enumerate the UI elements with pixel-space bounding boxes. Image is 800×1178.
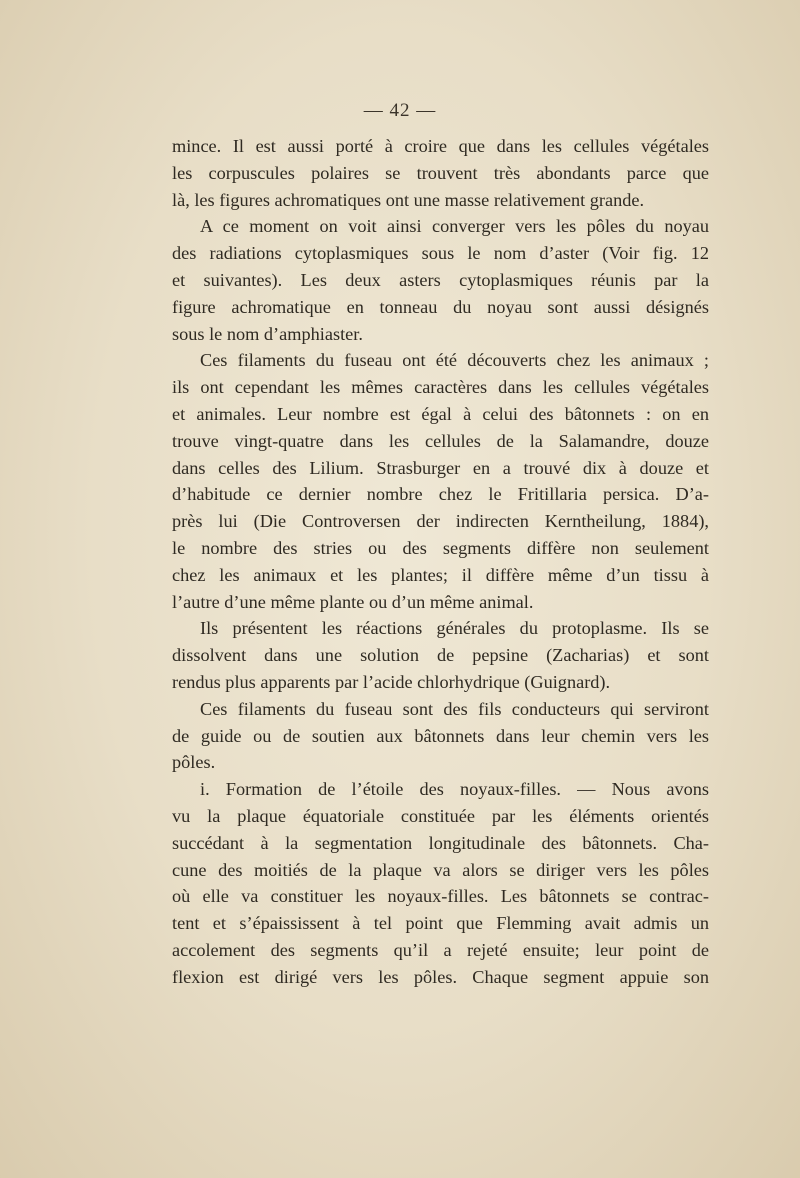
text-line: sous le nom d’amphiaster. (172, 323, 363, 344)
text-line: rendus plus apparents par l’acide chlorhydrique (Guignard). (172, 671, 611, 692)
text-line: succédant à la segmentation longitudinale des bâtonnets. Cha- (172, 832, 709, 853)
text-line: vu la plaque équatoriale constituée par les éléments orientés (172, 805, 709, 826)
text-line: flexion est dirigé vers les pôles. Chaque segment appuie son (172, 966, 709, 987)
text-line: figure achromatique en tonneau du noyau sont aussi désignés (172, 296, 709, 317)
text-line: de guide ou de soutien aux bâtonnets dans leur chemin vers les (172, 725, 709, 746)
text-line: là, les figures achromatiques ont une masse relativement grande. (172, 189, 645, 210)
text-line: Ces filaments du fuseau sont des fils conducteurs qui serviront (200, 698, 709, 719)
text-line: près lui (Die Controversen der indirecten Kerntheilung, 1884), (172, 511, 709, 532)
text-line: et suivantes). Les deux asters cytoplasmiques réunis par la (172, 269, 709, 290)
text-line: Ces filaments du fuseau ont été découverts chez les animaux ; (200, 350, 709, 371)
text-line: dans celles des Lilium. Strasburger en a trouvé dix à douze et (172, 457, 709, 478)
text-line: Ils présentent les réactions générales du protoplasme. Ils se (200, 618, 709, 639)
text-line: cune des moitiés de la plaque va alors se diriger vers les pôles (172, 859, 709, 880)
text-line: trouve vingt-quatre dans les cellules de la Salamandre, douze (172, 430, 709, 451)
body-text (172, 133, 709, 991)
text-line: les corpuscules polaires se trouvent très abondants parce que (172, 162, 709, 183)
text-line: et animales. Leur nombre est égal à celui des bâtonnets : on en (172, 403, 709, 424)
text-line: tent et s’épaississent à tel point que Flemming avait admis un (172, 913, 709, 934)
text-line: l’autre d’une même plante ou d’un même animal. (172, 591, 534, 612)
text-line: ils ont cependant les mêmes caractères dans les cellules végétales (172, 377, 709, 398)
text-line: mince. Il est aussi porté à croire que dans les cellules végétales (172, 136, 709, 156)
page-number: — 42 — (363, 100, 437, 121)
text-line: A ce moment on voit ainsi converger vers les pôles du noyau (200, 216, 709, 237)
text-line: d’habitude ce dernier nombre chez le Fritillaria persica. D’a- (172, 484, 709, 505)
text-line: i. Formation de l’étoile des noyaux-filles. — Nous avons (200, 779, 709, 800)
text-line: accolement des segments qu’il a rejeté ensuite; leur point de (172, 939, 709, 960)
text-line: pôles. (172, 752, 216, 773)
text-line: où elle va constituer les noyaux-filles. Les bâtonnets se contrac- (172, 886, 709, 907)
text-line: le nombre des stries ou des segments diffère non seulement (172, 537, 709, 558)
text-line: dissolvent dans une solution de pepsine (Zacharias) et sont (172, 645, 709, 666)
text-line: des radiations cytoplasmiques sous le nom d’aster (Voir fig. 12 (172, 243, 709, 264)
text-line: chez les animaux et les plantes; il diffère même d’un tissu à (172, 564, 709, 585)
